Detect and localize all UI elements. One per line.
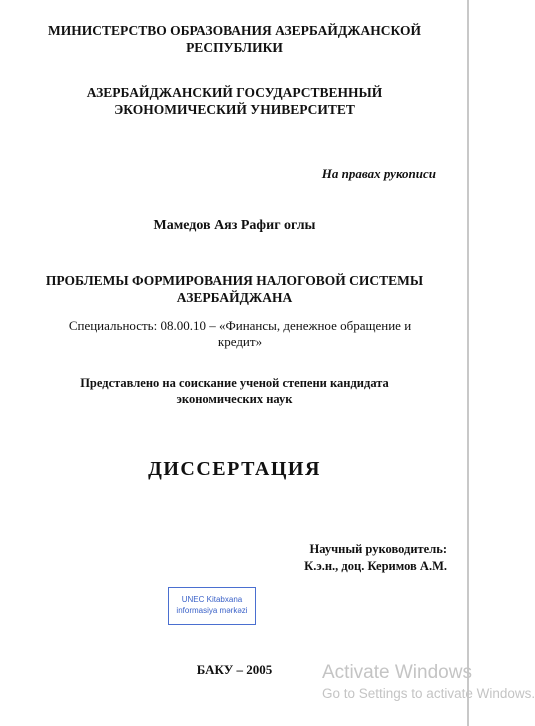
library-stamp [168, 587, 256, 625]
degree-statement [0, 375, 469, 407]
specialty-line-1: Специальность: 08.00.10 – «Финансы, денежное обращение и [68, 318, 412, 333]
ministry-heading [0, 22, 469, 56]
degree-statement-line-1: Представлено на соискание ученой степени кандидата [80, 376, 389, 390]
thesis-title-line-1: ПРОБЛЕМЫ ФОРМИРОВАНИЯ НАЛОГОВОЙ СИСТЕМЫ [45, 273, 424, 288]
degree-statement-line-2: экономических наук [176, 392, 293, 406]
ministry-line-2: РЕСПУБЛИКИ [186, 40, 283, 55]
library-stamp-line-1: UNEC Kitabxana [181, 595, 243, 604]
university-heading [0, 84, 469, 118]
supervisor-name: К.э.н., доц. Керимов А.М. [304, 559, 447, 573]
library-stamp-line-2: informasiya mərkəzi [176, 606, 248, 615]
activation-watermark [322, 662, 535, 703]
ministry-line-1: МИНИСТЕРСТВО ОБРАЗОВАНИЯ АЗЕРБАЙДЖАНСКОЙ [48, 23, 421, 38]
city-year: БАКУ – 2005 [196, 662, 273, 677]
university-line-1: АЗЕРБАЙДЖАНСКИЙ ГОСУДАРСТВЕННЫЙ [86, 85, 383, 100]
activation-watermark-subtitle: Go to Settings to activate Windows. [322, 686, 535, 701]
supervisor-block [304, 541, 447, 575]
supervisor-label: Научный руководитель: [309, 542, 447, 556]
thesis-title-line-2: АЗЕРБАЙДЖАНА [176, 290, 293, 305]
rights-note: На правах рукописи [321, 166, 436, 181]
thesis-title [0, 272, 469, 306]
document-type-title: ДИССЕРТАЦИЯ [148, 458, 321, 480]
activation-watermark-title: Activate Windows [322, 662, 472, 683]
specialty-line-2: кредит» [217, 334, 263, 349]
university-line-2: ЭКОНОМИЧЕСКИЙ УНИВЕРСИТЕТ [114, 102, 355, 117]
specialty [40, 318, 440, 350]
author-name: Мамедов Аяз Рафиг оглы [153, 218, 316, 233]
